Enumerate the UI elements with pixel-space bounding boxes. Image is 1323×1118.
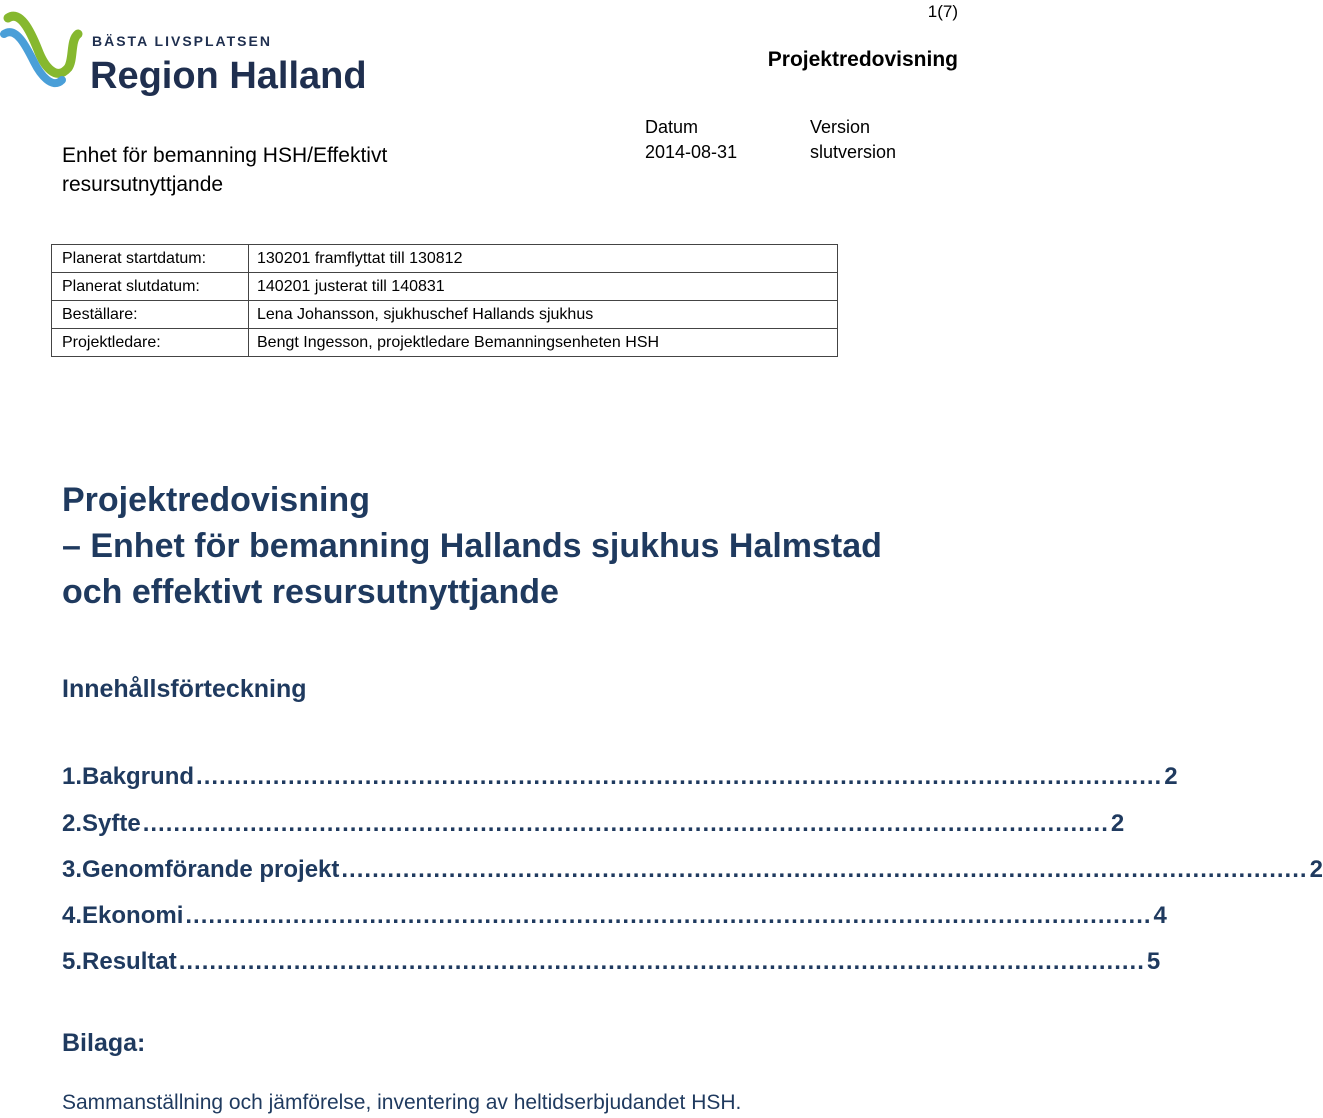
page-number: 1(7) bbox=[927, 2, 958, 21]
title-line-1: Projektredovisning bbox=[62, 481, 370, 519]
logo-name: Region Halland bbox=[90, 55, 367, 97]
version-label: Version bbox=[810, 117, 871, 137]
document-title bbox=[62, 477, 922, 615]
table-row bbox=[52, 273, 838, 301]
logo-tagline: BÄSTA LIVSPLATSEN bbox=[92, 33, 272, 49]
unit-line-2: resursutnyttjande bbox=[62, 173, 224, 196]
info-value: Lena Johansson, sjukhuschef Hallands sjukhus bbox=[249, 301, 838, 329]
info-key: Beställare: bbox=[52, 301, 249, 329]
toc-leader: .............................................................................................................................. bbox=[178, 948, 1145, 975]
toc-entry[interactable] bbox=[62, 810, 1125, 842]
version-value: slutversion bbox=[810, 142, 897, 162]
document-type: Projektredovisning bbox=[767, 48, 958, 71]
unit-name bbox=[62, 141, 482, 199]
info-value: 140201 justerat till 140831 bbox=[249, 273, 838, 301]
toc-number: 4. bbox=[62, 902, 83, 929]
toc-number: 2. bbox=[62, 810, 83, 837]
table-row bbox=[52, 245, 838, 273]
info-key: Projektledare: bbox=[52, 329, 249, 357]
logo-green-wave bbox=[8, 16, 78, 73]
info-value: 130201 framflyttat till 130812 bbox=[249, 245, 838, 273]
region-halland-logo bbox=[0, 0, 380, 100]
toc-text: Ekonomi bbox=[82, 902, 184, 929]
toc-text: Resultat bbox=[82, 948, 177, 975]
toc-leader: .............................................................................................................................. bbox=[196, 763, 1163, 790]
toc-entry[interactable] bbox=[62, 856, 1323, 888]
appendix-text: Sammanställning och jämförelse, inventering av heltidserbjudandet HSH. bbox=[62, 1091, 742, 1114]
toc-text: Syfte bbox=[82, 810, 141, 837]
appendix-heading: Bilaga: bbox=[62, 1029, 146, 1057]
toc-heading: Innehållsförteckning bbox=[62, 675, 307, 703]
info-key: Planerat slutdatum: bbox=[52, 273, 249, 301]
toc-entry[interactable] bbox=[62, 763, 1178, 795]
toc-page: 2 bbox=[1309, 856, 1323, 883]
info-key: Planerat startdatum: bbox=[52, 245, 249, 273]
toc-leader: .............................................................................................................................. bbox=[185, 902, 1152, 929]
toc-number: 1. bbox=[62, 763, 83, 790]
toc-page: 5 bbox=[1146, 948, 1161, 975]
info-value: Bengt Ingesson, projektledare Bemanningsenheten HSH bbox=[249, 329, 838, 357]
toc-leader: .............................................................................................................................. bbox=[341, 856, 1308, 883]
toc-text: Bakgrund bbox=[82, 763, 195, 790]
toc-number: 5. bbox=[62, 948, 83, 975]
toc-leader: .............................................................................................................................. bbox=[142, 810, 1109, 837]
unit-line-1: Enhet för bemanning HSH/Effektivt bbox=[62, 144, 388, 167]
table-row bbox=[52, 329, 838, 357]
project-info-table bbox=[51, 244, 838, 357]
toc-entry[interactable] bbox=[62, 902, 1167, 934]
title-line-2: – Enhet för bemanning Hallands sjukhus Halmstad bbox=[62, 527, 882, 565]
toc-entry[interactable] bbox=[62, 948, 1161, 980]
datum-label: Datum bbox=[645, 117, 699, 137]
toc-number: 3. bbox=[62, 856, 83, 883]
datum-value: 2014-08-31 bbox=[645, 142, 738, 162]
title-line-3: och effektivt resursutnyttjande bbox=[62, 573, 559, 611]
toc-page: 2 bbox=[1110, 810, 1125, 837]
table-row bbox=[52, 301, 838, 329]
toc-text: Genomförande projekt bbox=[82, 856, 340, 883]
toc-page: 4 bbox=[1153, 902, 1167, 929]
toc-page: 2 bbox=[1164, 763, 1178, 790]
